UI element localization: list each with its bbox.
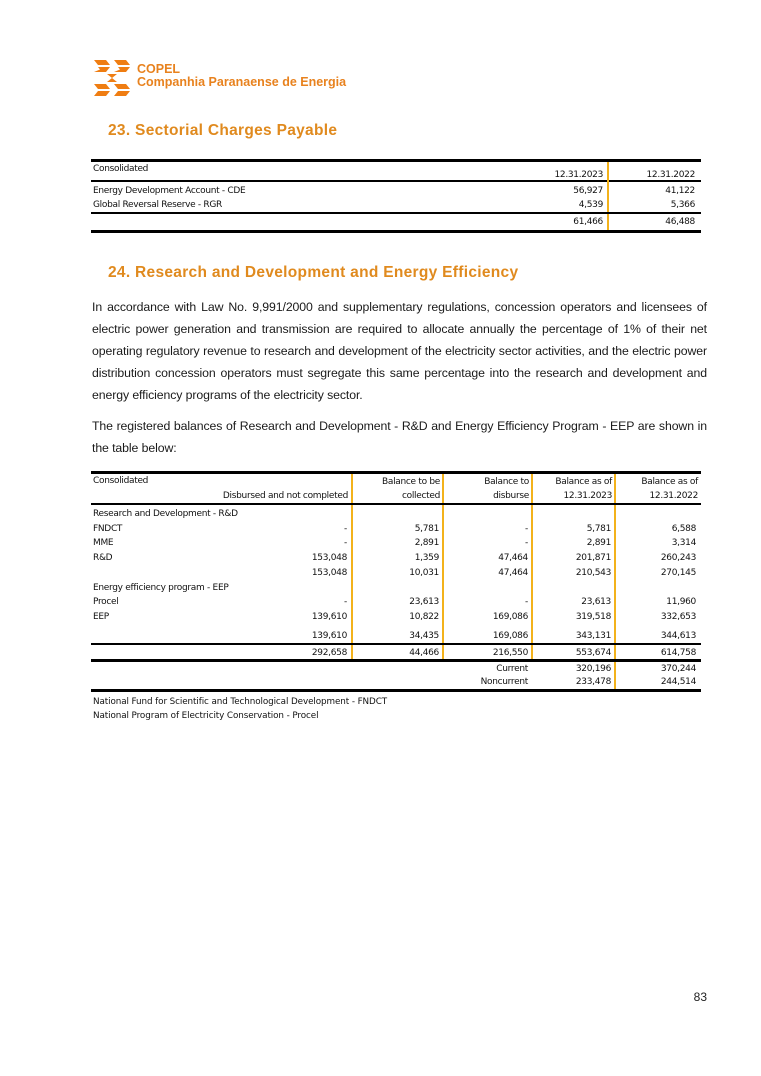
row-label: R&D <box>93 553 113 563</box>
column-separator <box>351 474 353 660</box>
row-label: Procel <box>93 597 119 607</box>
total-value: 216,550 <box>492 648 528 658</box>
row-label: Current <box>496 664 528 674</box>
row-value: 47,464 <box>498 553 528 563</box>
total-value: 44,466 <box>409 648 439 658</box>
table-bottom-rule <box>91 230 701 233</box>
row-value: 319,518 <box>575 612 611 622</box>
row-value: 244,514 <box>660 677 696 687</box>
subtotal-value: 34,435 <box>409 631 439 641</box>
table-top-rule <box>91 471 701 474</box>
row-value: - <box>525 524 528 534</box>
subtotal-rule <box>91 212 701 214</box>
column-separator <box>531 474 533 660</box>
column-highlight <box>607 162 609 232</box>
row-value: 5,781 <box>586 524 611 534</box>
section-24-title: 24. Research and Development and Energy Efficiency <box>108 264 519 281</box>
header-rule <box>91 180 701 182</box>
column-separator <box>614 474 616 689</box>
subtotal-value: 153,048 <box>311 568 347 578</box>
group-title: Research and Development - R&D <box>93 509 238 519</box>
row-value: 41,122 <box>665 186 695 196</box>
row-value: 23,613 <box>581 597 611 607</box>
row-value: 169,086 <box>492 612 528 622</box>
total-value: 614,758 <box>660 648 696 658</box>
row-value: 153,048 <box>311 553 347 563</box>
subtotal-value: 169,086 <box>492 631 528 641</box>
row-value: 23,613 <box>409 597 439 607</box>
row-value: 2,891 <box>414 538 439 548</box>
column-header: collected <box>401 491 440 501</box>
subtotal-value: 210,543 <box>575 568 611 578</box>
section-23-title: 23. Sectorial Charges Payable <box>108 122 338 139</box>
total-value: 46,488 <box>665 217 695 227</box>
row-value: 332,653 <box>660 612 696 622</box>
column-header: 12.31.2023 <box>554 170 603 180</box>
column-header: disburse <box>493 491 529 501</box>
row-label: Global Reversal Reserve - RGR <box>93 200 223 210</box>
row-value: 139,610 <box>311 612 347 622</box>
row-label: MME <box>93 538 114 548</box>
page-number: 83 <box>693 990 707 1004</box>
company-full-name: Companhia Paranaense de Energia <box>137 75 347 89</box>
table-label: Consolidated <box>93 476 149 486</box>
row-label: FNDCT <box>93 524 123 534</box>
column-header: Balance as of <box>641 477 698 487</box>
column-header: Balance as of <box>555 477 612 487</box>
row-label: Noncurrent <box>480 677 528 687</box>
column-separator <box>442 474 444 660</box>
total-rule <box>91 659 701 662</box>
row-value: 11,960 <box>666 597 696 607</box>
footnote: National Fund for Scientific and Technological Development - FNDCT <box>93 697 388 707</box>
row-value: 2,891 <box>586 538 611 548</box>
row-label: Energy Development Account - CDE <box>93 186 246 196</box>
row-value: 233,478 <box>575 677 611 687</box>
row-value: 4,539 <box>578 200 603 210</box>
subtotal-value: 10,031 <box>409 568 439 578</box>
footnote: National Program of Electricity Conservation - Procel <box>93 711 319 721</box>
column-header: 12.31.2022 <box>646 170 695 180</box>
table-top-rule <box>91 159 701 162</box>
table-bottom-rule <box>91 689 701 692</box>
subtotal-value: 47,464 <box>498 568 528 578</box>
row-value: - <box>344 524 347 534</box>
column-header: 12.31.2023 <box>563 491 612 501</box>
row-value: 201,871 <box>575 553 611 563</box>
row-value: 1,359 <box>414 553 439 563</box>
row-value: 370,244 <box>660 664 696 674</box>
column-header: Balance to <box>484 477 529 487</box>
row-label: EEP <box>93 612 109 622</box>
body-paragraph: In accordance with Law No. 9,991/2000 and supplementary regulations, concession operators and licensees of electric power generation and transmission are required to allocate annually the percentage of 1% of their net operating regulatory revenue to research and development of the electricity sector activities, and the electric power distribution concession operators must segregate this same percentage into the research and development and energy efficiency programs of the electricity sector. <box>92 300 707 402</box>
column-header: Disbursed and not completed <box>222 491 348 501</box>
column-header: Balance to be <box>381 477 440 487</box>
subtotal-value: 139,610 <box>311 631 347 641</box>
subtotal-rule <box>91 643 701 645</box>
row-value: 320,196 <box>575 664 611 674</box>
copel-logo-icon <box>94 60 130 96</box>
row-value: 5,781 <box>414 524 439 534</box>
row-value: 3,314 <box>671 538 696 548</box>
subtotal-value: 270,145 <box>660 568 696 578</box>
group-title: Energy efficiency program - EEP <box>93 583 229 593</box>
header-rule <box>91 503 701 505</box>
company-short-name: COPEL <box>137 62 181 76</box>
row-value: 6,588 <box>671 524 696 534</box>
total-value: 292,658 <box>311 648 347 658</box>
row-value: - <box>344 538 347 548</box>
body-paragraph: The registered balances of Research and Development - R&D and Energy Efficiency Program - EEP are shown in the table below: <box>92 419 707 455</box>
row-value: - <box>344 597 347 607</box>
row-value: 56,927 <box>573 186 603 196</box>
row-value: 5,366 <box>670 200 695 210</box>
row-value: 10,822 <box>409 612 439 622</box>
table-label: Consolidated <box>93 164 149 174</box>
column-header: 12.31.2022 <box>649 491 698 501</box>
subtotal-value: 344,613 <box>660 631 696 641</box>
company-brand <box>137 63 346 89</box>
row-value: 260,243 <box>660 553 696 563</box>
row-value: - <box>525 538 528 548</box>
subtotal-value: 343,131 <box>575 631 611 641</box>
total-value: 61,466 <box>573 217 603 227</box>
total-value: 553,674 <box>575 648 611 658</box>
row-value: - <box>525 597 528 607</box>
